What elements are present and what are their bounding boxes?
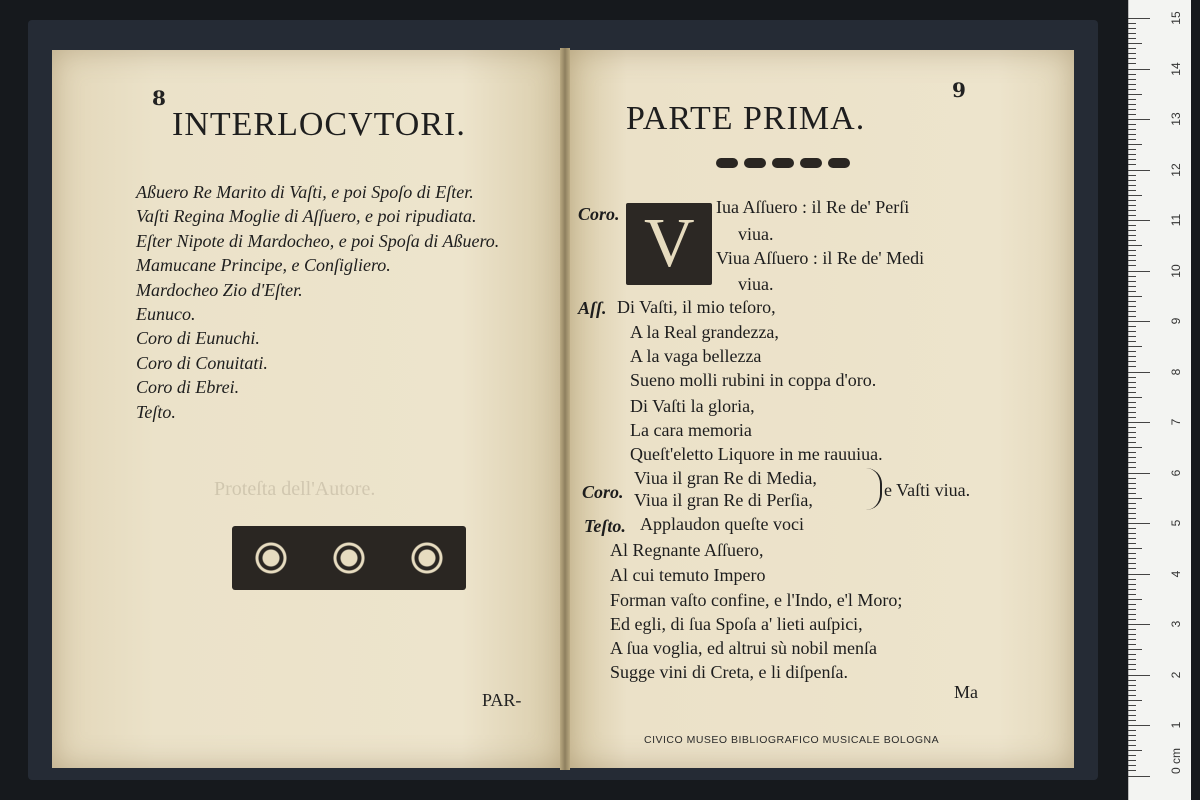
ruler-minor-tick <box>1128 710 1136 711</box>
verse-line: Di Vaſti, il mio teſoro, <box>617 297 776 317</box>
verse-line: Viua il gran Re di Media, <box>634 468 817 488</box>
ruler-minor-tick <box>1128 43 1142 44</box>
ruler-minor-tick <box>1128 765 1136 766</box>
ruler-minor-tick <box>1128 114 1136 115</box>
ruler-minor-tick <box>1128 669 1136 670</box>
decorative-ornament <box>232 526 466 590</box>
library-footer: CIVICO MUSEO BIBLIOGRAFICO MUSICALE BOLOGNA <box>644 734 940 746</box>
ruler-tick <box>1128 776 1150 777</box>
ruler-minor-tick <box>1128 462 1136 463</box>
ruler-label: 4 <box>1169 570 1183 577</box>
verse-line: viua. <box>738 274 774 294</box>
ruler-minor-tick <box>1128 654 1136 655</box>
ruler-minor-tick <box>1128 604 1136 605</box>
ruler-minor-tick <box>1128 215 1136 216</box>
ruler-minor-tick <box>1128 89 1136 90</box>
ruler-minor-tick <box>1128 760 1136 761</box>
ruler-tick <box>1128 725 1150 726</box>
character-entry: Aßuero Re Marito di Vaſti, e poi Spoſo di Eſter. <box>136 182 474 202</box>
ruler-minor-tick <box>1128 316 1136 317</box>
verse-line: Ed egli, di ſua Spoſa a' lieti auſpici, <box>610 614 863 634</box>
ruler-minor-tick <box>1128 402 1136 403</box>
ruler-minor-tick <box>1128 589 1136 590</box>
ruler-minor-tick <box>1128 356 1136 357</box>
ruler-minor-tick <box>1128 558 1136 559</box>
ruler-minor-tick <box>1128 442 1136 443</box>
ruler-minor-tick <box>1128 705 1136 706</box>
left-page-number: 8 <box>152 86 166 110</box>
ruler-minor-tick <box>1128 63 1136 64</box>
ruler-minor-tick <box>1128 144 1142 145</box>
ruler-minor-tick <box>1128 750 1142 751</box>
ruler-minor-tick <box>1128 478 1136 479</box>
ruler-minor-tick <box>1128 680 1136 681</box>
ruler-minor-tick <box>1128 139 1136 140</box>
bleed-through-text: Proteſta dell'Autore. <box>214 478 376 500</box>
fleuron-row <box>716 158 856 168</box>
ruler-tick <box>1128 473 1150 474</box>
ruler-minor-tick <box>1128 195 1142 196</box>
decorated-initial <box>626 203 712 285</box>
ruler-minor-tick <box>1128 720 1136 721</box>
ruler-minor-tick <box>1128 154 1136 155</box>
ruler-minor-tick <box>1128 690 1136 691</box>
verse-line: Viua il gran Re di Perſia, <box>634 490 813 510</box>
ruler-minor-tick <box>1128 377 1136 378</box>
ruler-label: 11 <box>1169 213 1183 227</box>
ruler-label: 13 <box>1169 112 1183 126</box>
ruler-minor-tick <box>1128 745 1136 746</box>
ruler-minor-tick <box>1128 255 1136 256</box>
ruler-minor-tick <box>1128 634 1136 635</box>
ruler-minor-tick <box>1128 225 1136 226</box>
ornament-cell <box>236 532 306 584</box>
verse-line: e Vaſti viua. <box>884 480 971 500</box>
ruler-label: 2 <box>1169 671 1183 678</box>
verse-line: A ſua voglia, ed altrui sù nobil menſa <box>610 638 877 658</box>
ruler-minor-tick <box>1128 306 1136 307</box>
ruler-minor-tick <box>1128 412 1136 413</box>
ruler-label: 3 <box>1169 620 1183 628</box>
character-entry: Eſter Nipote di Mardocheo, e poi Spoſa di Aßuero. <box>136 230 500 251</box>
ruler-minor-tick <box>1128 735 1136 736</box>
ornament-cell <box>314 532 384 584</box>
ruler-minor-tick <box>1128 488 1136 489</box>
ruler-minor-tick <box>1128 493 1136 494</box>
ruler-minor-tick <box>1128 351 1136 352</box>
ruler-label: 9 <box>1169 317 1183 325</box>
ruler-minor-tick <box>1128 715 1136 716</box>
ruler-tick <box>1128 624 1150 625</box>
ruler-label: 1 <box>1169 721 1183 729</box>
ruler-label: 0 cm <box>1169 747 1183 774</box>
book-gutter <box>560 48 570 770</box>
ornament-cell <box>392 532 462 584</box>
ruler-minor-tick <box>1128 427 1136 428</box>
ruler-tick <box>1128 422 1150 423</box>
verse-line: A la vaga bellezza <box>630 346 762 366</box>
ruler-minor-tick <box>1128 58 1136 59</box>
ruler-tick <box>1128 271 1150 272</box>
ruler-minor-tick <box>1128 260 1136 261</box>
ruler-tick <box>1128 220 1150 221</box>
ruler-tick <box>1128 523 1150 524</box>
ruler-minor-tick <box>1128 382 1136 383</box>
ruler-minor-tick <box>1128 346 1142 347</box>
ruler-minor-tick <box>1128 659 1136 660</box>
ruler-minor-tick <box>1128 609 1136 610</box>
ruler-minor-tick <box>1128 629 1136 630</box>
ruler-minor-tick <box>1128 48 1136 49</box>
ruler-label: 8 <box>1169 368 1183 375</box>
ruler-tick <box>1128 69 1150 70</box>
fleuron-icon <box>772 158 794 168</box>
ruler-minor-tick <box>1128 538 1136 539</box>
ruler-minor-tick <box>1128 28 1136 29</box>
ruler-minor-tick <box>1128 311 1136 312</box>
ruler-minor-tick <box>1128 361 1136 362</box>
ruler-minor-tick <box>1128 543 1136 544</box>
ruler-minor-tick <box>1128 38 1136 39</box>
ruler-minor-tick <box>1128 483 1136 484</box>
ruler-minor-tick <box>1128 109 1136 110</box>
speaker-label: Coro. <box>582 482 624 502</box>
ruler-minor-tick <box>1128 104 1136 105</box>
ruler-minor-tick <box>1128 276 1136 277</box>
ruler-minor-tick <box>1128 99 1136 100</box>
ruler-minor-tick <box>1128 53 1136 54</box>
ruler-minor-tick <box>1128 301 1136 302</box>
ruler-minor-tick <box>1128 200 1136 201</box>
character-entry: Vaſti Regina Moglie di Aſſuero, e poi ripudiata. <box>136 206 477 227</box>
ruler-label: 6 <box>1169 469 1183 476</box>
ruler-minor-tick <box>1128 579 1136 580</box>
ruler-minor-tick <box>1128 149 1136 150</box>
ruler-label: 15 <box>1169 11 1183 25</box>
ruler-tick <box>1128 18 1150 19</box>
character-entry: Coro di Eunuchi. <box>136 328 260 349</box>
ruler-minor-tick <box>1128 210 1136 211</box>
ruler-minor-tick <box>1128 336 1136 337</box>
left-page-heading: INTERLOCVTORI. <box>172 106 466 143</box>
ruler-minor-tick <box>1128 639 1136 640</box>
ruler-minor-tick <box>1128 387 1136 388</box>
fleuron-icon <box>716 158 738 168</box>
ruler-minor-tick <box>1128 84 1136 85</box>
ruler-minor-tick <box>1128 180 1136 181</box>
ruler-minor-tick <box>1128 518 1136 519</box>
verse-line: A la Real grandezza, <box>630 322 779 342</box>
verse-line: Sueno molli rubini in coppa d'oro. <box>630 370 877 390</box>
ruler-minor-tick <box>1128 664 1136 665</box>
ruler-minor-tick <box>1128 755 1136 756</box>
right-catchword: Ma <box>954 682 978 702</box>
ruler-minor-tick <box>1128 281 1136 282</box>
verse-line: Applaudon queſte voci <box>640 514 804 534</box>
ruler-minor-tick <box>1128 432 1136 433</box>
initial-letter: V <box>644 205 695 282</box>
ruler-minor-tick <box>1128 291 1136 292</box>
fleuron-icon <box>828 158 850 168</box>
character-entry: Coro di Ebrei. <box>136 377 240 398</box>
ruler-minor-tick <box>1128 700 1142 701</box>
ruler-minor-tick <box>1128 250 1136 251</box>
left-catchword: PAR- <box>482 690 522 710</box>
ruler-minor-tick <box>1128 185 1136 186</box>
verse-line: Di Vaſti la gloria, <box>630 396 755 416</box>
ruler-minor-tick <box>1128 548 1142 549</box>
ruler-minor-tick <box>1128 134 1136 135</box>
ruler-minor-tick <box>1128 685 1136 686</box>
ruler-minor-tick <box>1128 417 1136 418</box>
ruler-label: 10 <box>1169 263 1183 278</box>
ruler-minor-tick <box>1128 230 1136 231</box>
ruler-minor-tick <box>1128 23 1136 24</box>
ruler-minor-tick <box>1128 447 1142 448</box>
ruler-minor-tick <box>1128 528 1136 529</box>
ruler-minor-tick <box>1128 644 1136 645</box>
ruler-minor-tick <box>1128 397 1142 398</box>
ruler-minor-tick <box>1128 508 1136 509</box>
ruler-minor-tick <box>1128 331 1136 332</box>
ruler-minor-tick <box>1128 205 1136 206</box>
ruler-tick <box>1128 675 1150 676</box>
ruler-minor-tick <box>1128 326 1136 327</box>
right-page-number: 9 <box>952 78 966 102</box>
ruler-minor-tick <box>1128 503 1136 504</box>
ruler-minor-tick <box>1128 452 1136 453</box>
character-entry: Mardocheo Zio d'Eſter. <box>136 279 303 300</box>
verse-line: Iua Aſſuero : il Re de' Perſi <box>716 197 910 217</box>
ruler-minor-tick <box>1128 553 1136 554</box>
verse-line: Forman vaſto confine, e l'Indo, e'l Moro; <box>610 590 903 610</box>
ruler-minor-tick <box>1128 770 1136 771</box>
verse-line: Al cui temuto Impero <box>610 565 766 585</box>
character-entry: Teſto. <box>136 401 176 422</box>
ruler-minor-tick <box>1128 366 1136 367</box>
ruler-minor-tick <box>1128 240 1136 241</box>
ruler-label: 5 <box>1169 519 1183 527</box>
ruler-minor-tick <box>1128 614 1136 615</box>
ruler-minor-tick <box>1128 649 1142 650</box>
ruler-minor-tick <box>1128 437 1136 438</box>
ruler-minor-tick <box>1128 730 1136 731</box>
fleuron-icon <box>744 158 766 168</box>
character-list <box>136 180 556 424</box>
ruler-minor-tick <box>1128 175 1136 176</box>
ruler-minor-tick <box>1128 584 1136 585</box>
ruler-minor-tick <box>1128 599 1142 600</box>
ruler-tick <box>1128 574 1150 575</box>
character-entry: Coro di Conuitati. <box>136 352 268 373</box>
ruler-minor-tick <box>1128 513 1136 514</box>
ruler-minor-tick <box>1128 235 1136 236</box>
ruler-label: 7 <box>1169 418 1183 426</box>
ruler-minor-tick <box>1128 74 1136 75</box>
ruler-minor-tick <box>1128 392 1136 393</box>
ruler-tick <box>1128 119 1150 120</box>
fleuron-icon <box>800 158 822 168</box>
ruler-minor-tick <box>1128 79 1136 80</box>
verse-line: La cara memoria <box>630 420 752 440</box>
ruler-minor-tick <box>1128 245 1142 246</box>
ruler-minor-tick <box>1128 124 1136 125</box>
ruler-minor-tick <box>1128 563 1136 564</box>
right-page-heading: PARTE PRIMA. <box>626 100 866 137</box>
ruler-minor-tick <box>1128 457 1136 458</box>
ruler-minor-tick <box>1128 594 1136 595</box>
ruler-minor-tick <box>1128 164 1136 165</box>
ruler-tick <box>1128 170 1150 171</box>
ruler-minor-tick <box>1128 467 1136 468</box>
verse-line: Sugge vini di Creta, e li diſpenſa. <box>610 662 848 682</box>
ruler-minor-tick <box>1128 568 1136 569</box>
ruler-minor-tick <box>1128 190 1136 191</box>
verse-line: Queſt'eletto Liquore in me rauuiua. <box>630 444 883 464</box>
ruler-minor-tick <box>1128 533 1136 534</box>
verse-line: Al Regnante Aſſuero, <box>610 540 764 560</box>
ruler-label: 12 <box>1169 162 1183 177</box>
ruler-minor-tick <box>1128 286 1136 287</box>
ruler-tick <box>1128 372 1150 373</box>
ruler-minor-tick <box>1128 159 1136 160</box>
speaker-label: Coro. <box>578 204 620 224</box>
ruler-minor-tick <box>1128 296 1142 297</box>
verse-line: Viua Aſſuero : il Re de' Medi <box>716 248 925 268</box>
ruler-minor-tick <box>1128 740 1136 741</box>
ruler-minor-tick <box>1128 695 1136 696</box>
speaker-label: Teſto. <box>584 516 626 536</box>
verse-line: viua. <box>738 224 774 244</box>
ruler-minor-tick <box>1128 619 1136 620</box>
ruler-minor-tick <box>1128 498 1142 499</box>
ruler-minor-tick <box>1128 129 1136 130</box>
ruler-minor-tick <box>1128 33 1136 34</box>
ruler-tick <box>1128 321 1150 322</box>
character-entry: Mamucane Principe, e Conſigliero. <box>136 255 391 276</box>
ruler-minor-tick <box>1128 265 1136 266</box>
ruler-minor-tick <box>1128 341 1136 342</box>
ruler-label: 14 <box>1169 61 1183 76</box>
ruler-minor-tick <box>1128 94 1142 95</box>
character-entry: Eunuco. <box>136 303 196 324</box>
ruler-minor-tick <box>1128 407 1136 408</box>
speaker-label: Aſſ. <box>578 298 607 318</box>
